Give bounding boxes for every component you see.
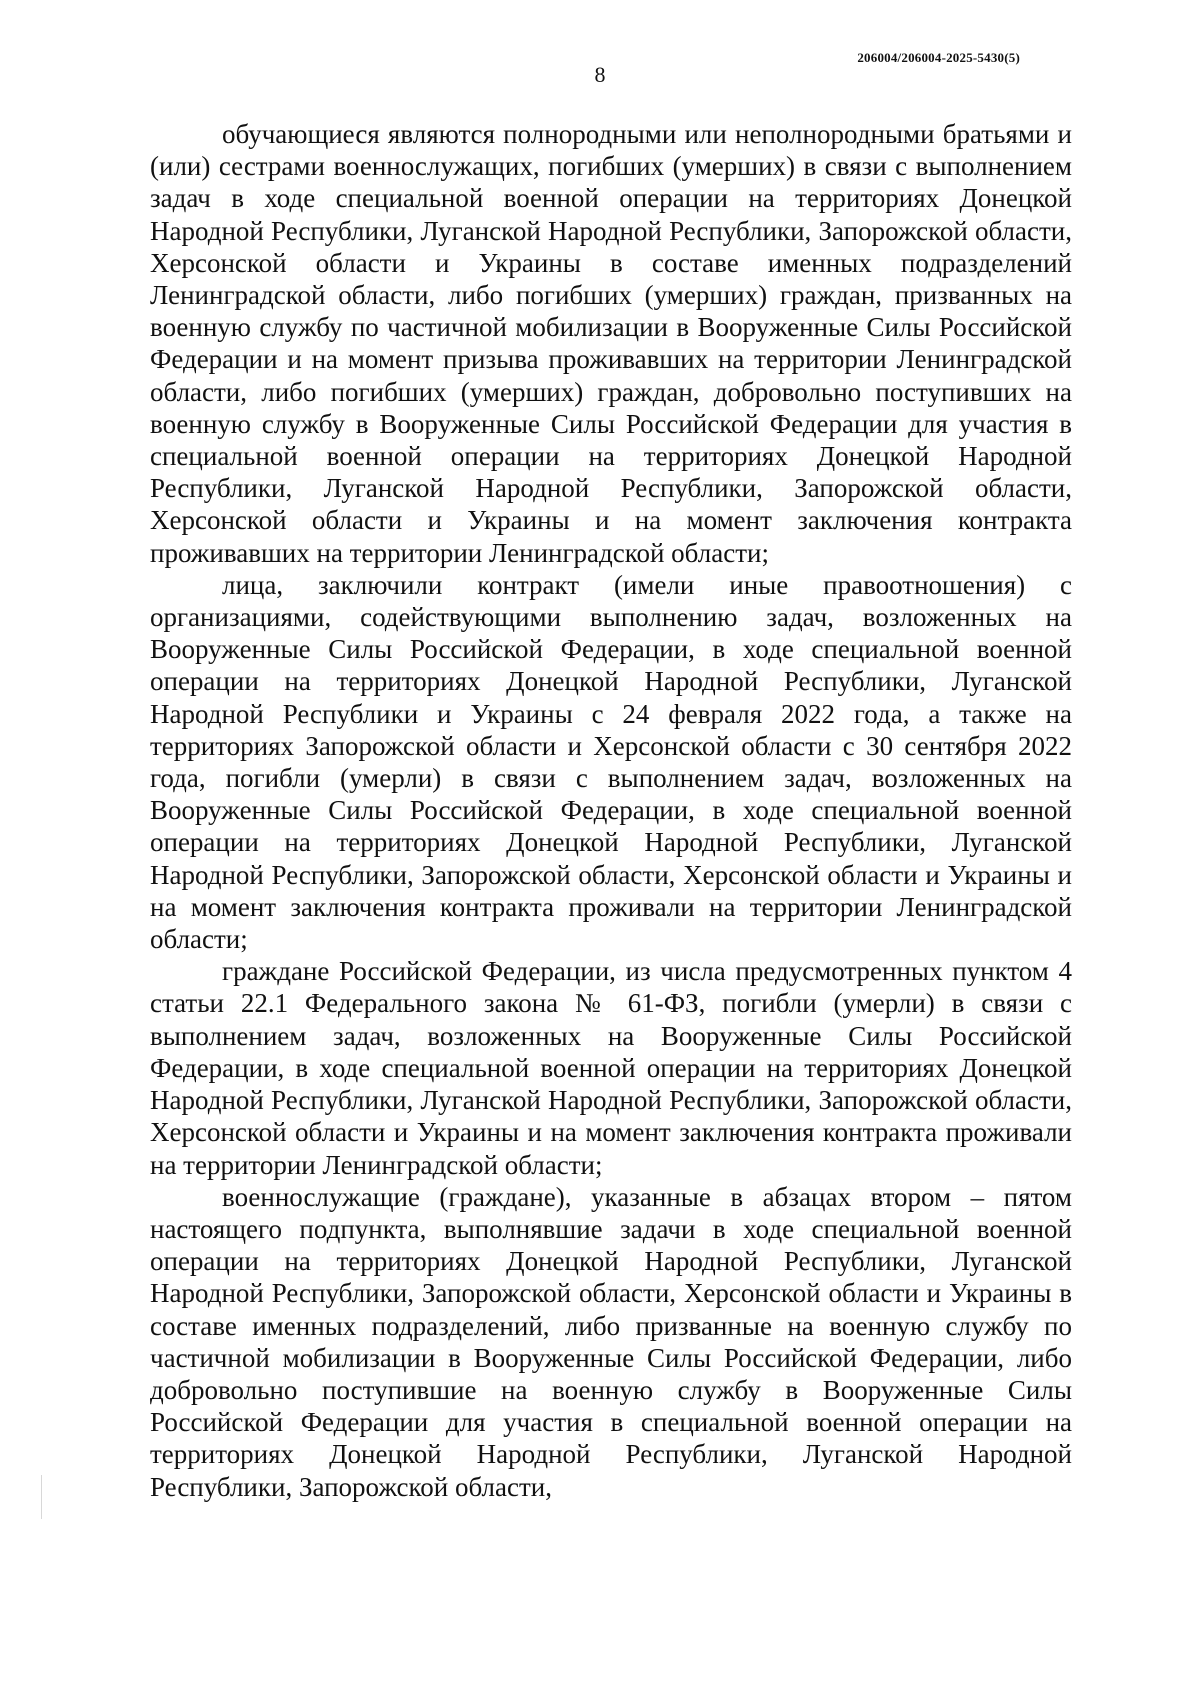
scan-margin-mark [41, 1475, 42, 1519]
paragraph: военнослужащие (граждане), указанные в абзацах втором – пятом настоящего подпункта, выполнявшие задачи в ходе специальной военной операции на территориях Донецкой Народной Республики, Луганской Народной Республики, Запорожской области, Херсонской области и Украины в составе именных подразделений, либо призванные на военную службу по частичной мобилизации в Вооруженные Силы Российской Федерации, либо добровольно поступившие на военную службу в Вооруженные Силы Российской Федерации для участия в специальной военной операции на территориях Донецкой Народной Республики, Луганской Народной Республики, Запорожской области, [150, 1181, 1072, 1502]
paragraph: граждане Российской Федерации, из числа предусмотренных пунктом 4 статьи 22.1 Федерального закона № 61-ФЗ, погибли (умерли) в связи с выполнением задач, возложенных на Вооруженные Силы Российской Федерации, в ходе специальной военной операции на территориях Донецкой Народной Республики, Луганской Народной Республики, Запорожской области, Херсонской области и Украины и на момент заключения контракта проживали на территории Ленинградской области; [150, 956, 1072, 1180]
paragraph: обучающиеся являются полнородными или неполнородными братьями и (или) сестрами военнослужащих, погибших (умерших) в связи с выполнением задач в ходе специальной военной операции на территориях Донецкой Народной Республики, Луганской Народной Республики, Запорожской области, Херсонской области и Украины в составе именных подразделений Ленинградской области, либо погибших (умерших) граждан, призванных на военную службу по частичной мобилизации в Вооруженные Силы Российской Федерации и на момент призыва проживавших на территории Ленинградской области, либо погибших (умерших) граждан, добровольно поступивших на военную службу в Вооруженные Силы Российской Федерации для участия в специальной военной операции на территориях Донецкой Народной Республики, Луганской Народной Республики, Запорожской области, Херсонской области и Украины и на момент заключения контракта проживавших на территории Ленинградской области; [150, 119, 1072, 568]
page-number: 8 [594, 62, 606, 87]
document-body [150, 118, 1072, 1503]
paragraph: лица, заключили контракт (имели иные правоотношения) с организациями, содействующими выполнению задач, возложенных на Вооруженные Силы Российской Федерации, в ходе специальной военной операции на территориях Донецкой Народной Республики, Луганской Народной Республики и Украины с 24 февраля 2022 года, а также на территориях Запорожской области и Херсонской области с 30 сентября 2022 года, погибли (умерли) в связи с выполнением задач, возложенных на Вооруженные Силы Российской Федерации, в ходе специальной военной операции на территориях Донецкой Народной Республики, Луганской Народной Республики, Запорожской области, Херсонской области и Украины и на момент заключения контракта проживали на территории Ленинградской области; [150, 569, 1072, 955]
document-registration-number: 206004/206004-2025-5430(5) [857, 50, 1020, 65]
